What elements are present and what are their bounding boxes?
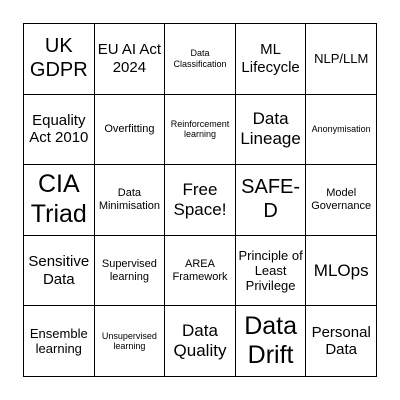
bingo-board [23,23,377,377]
bingo-cell-label: Model Governance [311,187,372,212]
bingo-cell-overfitting[interactable] [95,95,166,166]
bingo-cell-label: Personal Data [311,323,371,359]
bingo-cell-label: EU AI Act 2024 [97,41,162,76]
bingo-cell-equality-act-2010[interactable] [24,95,95,166]
bingo-cell-label: Equality Act 2010 [29,111,89,147]
bingo-cell-label: Data Classification [173,48,227,69]
bingo-cell-anonymisation[interactable] [306,95,377,166]
bingo-cell-nlp-llm[interactable] [306,24,377,95]
bingo-cell-ml-lifecycle[interactable] [236,24,307,95]
bingo-cell-data-lineage[interactable] [236,95,307,166]
bingo-cell-sensitive-data[interactable] [24,236,95,307]
bingo-cell-label: Overfitting [104,122,155,135]
bingo-cell-data-classification[interactable] [165,24,236,95]
bingo-cell-label: Data Lineage [240,109,301,149]
bingo-cell-model-governance[interactable] [306,165,377,236]
bingo-cell-label: NLP/LLM [314,51,369,67]
bingo-cell-label: Data Drift [244,311,297,370]
bingo-cell-label: Data Minimisation [98,187,160,212]
bingo-cell-ensemble-learning[interactable] [24,306,95,377]
bingo-cell-free-space[interactable] [165,165,236,236]
bingo-cell-label: AREA Framework [172,257,228,283]
bingo-cell-label: Reinforcement learning [170,118,230,140]
bingo-cell-unsupervised-learning[interactable] [95,306,166,377]
bingo-cell-principle-of-least-privilege[interactable] [236,236,307,307]
bingo-cell-data-minimisation[interactable] [95,165,166,236]
bingo-cell-uk-gdpr[interactable] [24,24,95,95]
bingo-cell-label: CIA Triad [30,170,87,228]
bingo-cell-label: MLOps [313,260,369,280]
bingo-cell-label: Principle of Least Privilege [238,247,303,294]
bingo-cell-area-framework[interactable] [165,236,236,307]
bingo-cell-label: Data Quality [173,321,227,361]
bingo-cell-label: Ensemble learning [29,325,88,357]
bingo-cell-label: SAFE-D [241,176,301,222]
bingo-cell-label: Anonymisation [311,124,371,135]
bingo-cell-label: Supervised learning [101,257,157,283]
bingo-cell-safe-d[interactable] [236,165,307,236]
bingo-cell-cia-triad[interactable] [24,165,95,236]
bingo-cell-eu-ai-act-2024[interactable] [95,24,166,95]
bingo-cell-data-quality[interactable] [165,306,236,377]
bingo-cell-supervised-learning[interactable] [95,236,166,307]
bingo-cell-personal-data[interactable] [306,306,377,377]
bingo-cell-reinforcement-learning[interactable] [165,95,236,166]
bingo-cell-label: Sensitive Data [28,252,90,288]
bingo-cell-label: UK GDPR [29,35,88,81]
bingo-cell-label: ML Lifecycle [241,41,300,76]
bingo-cell-mlops[interactable] [306,236,377,307]
bingo-cell-label: Unsupervised learning [101,330,157,352]
bingo-cell-data-drift[interactable] [236,306,307,377]
bingo-cell-label: Free Space! [173,179,227,219]
